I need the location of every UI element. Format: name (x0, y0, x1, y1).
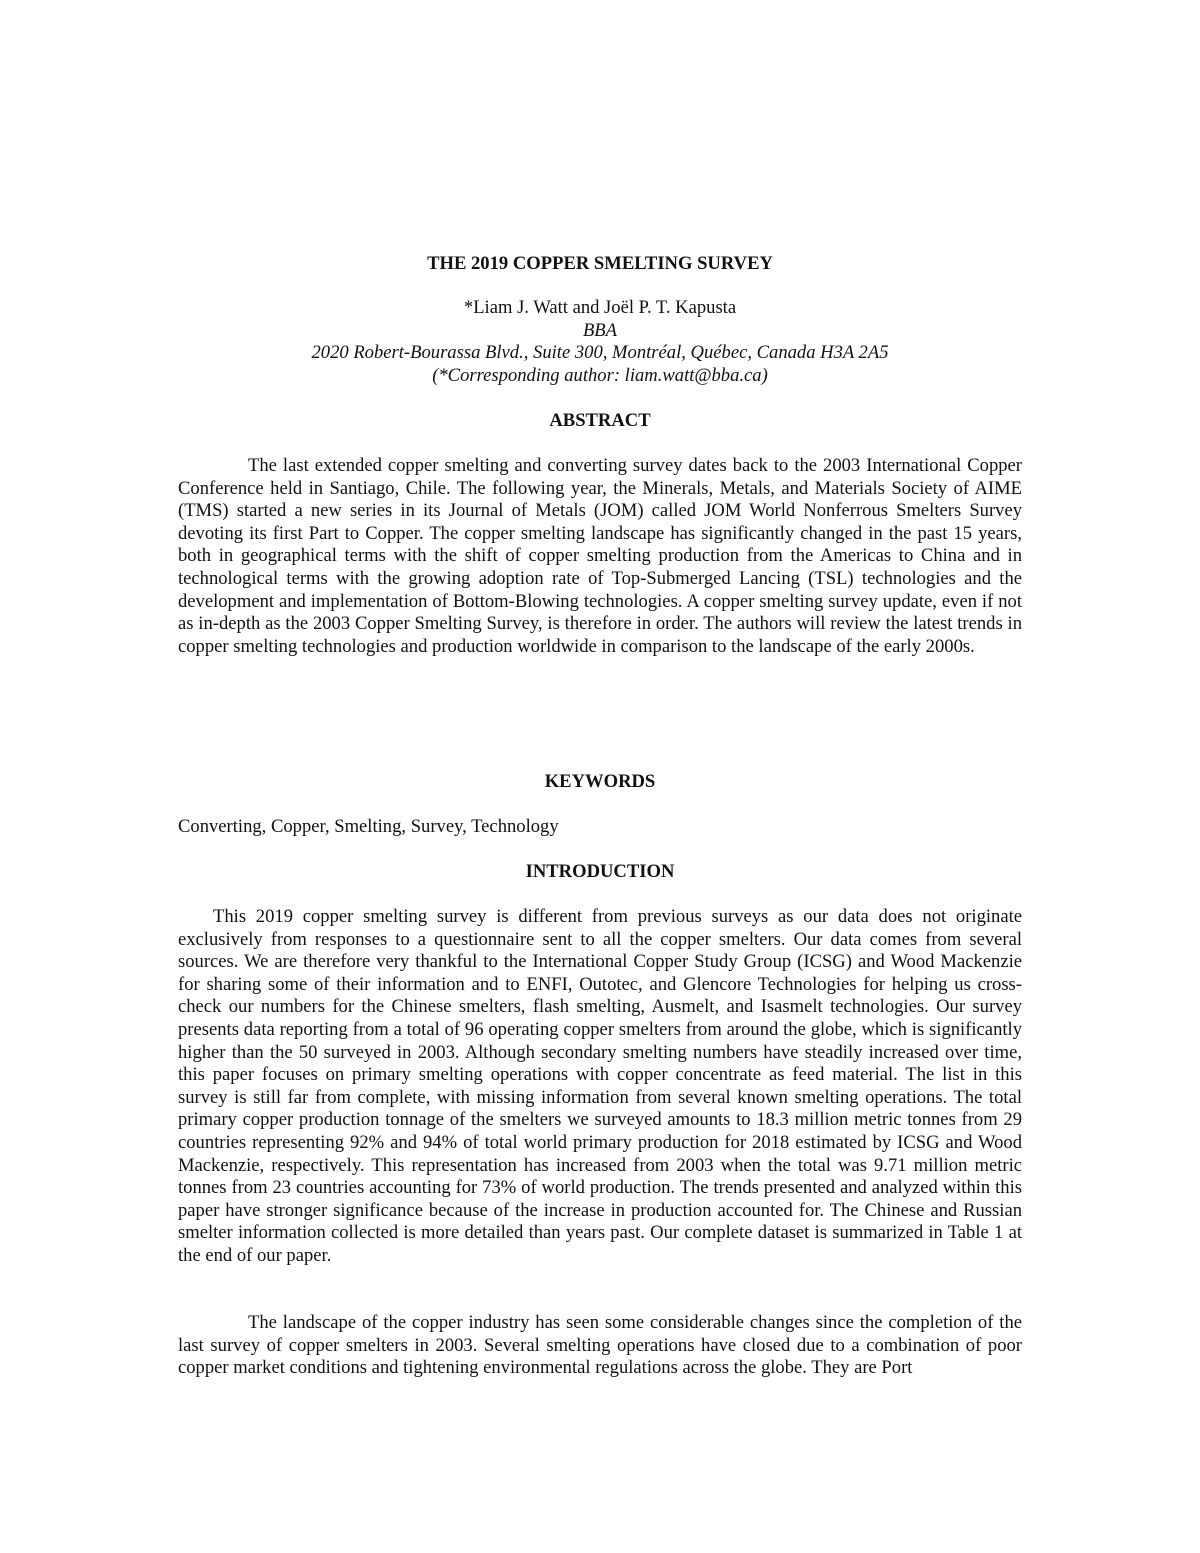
author-address: 2020 Robert-Bourassa Blvd., Suite 300, Montréal, Québec, Canada H3A 2A5 (311, 342, 889, 364)
introduction-paragraph-2: The landscape of the copper industry has seen some considerable changes since the completion of the last survey of copper smelters in 2003. Several smelting operations have closed due to a combination of poor copper market conditions and tightening environmental regulations across the globe. They are Port (178, 1312, 1022, 1379)
abstract-heading: ABSTRACT (549, 410, 651, 431)
keywords-text: Converting, Copper, Smelting, Survey, Technology (178, 816, 559, 837)
introduction-heading: INTRODUCTION (525, 861, 675, 882)
abstract-text: The last extended copper smelting and converting survey dates back to the 2003 International Copper Conference held in Santiago, Chile. The following year, the Minerals, Metals, and Materials Society of AIME (TMS) started a new series in its Journal of Metals (JOM) called JOM World Nonferrous Smelters Survey devoting its first Part to Copper. The copper smelting landscape has significantly changed in the past 15 years, both in geographical terms with the shift of copper smelting production from the Americas to China and in technological terms with the growing adoption rate of Top-Submerged Lancing (TSL) technologies and the development and implementation of Bottom-Blowing technologies. A copper smelting survey update, even if not as in-depth as the 2003 Copper Smelting Survey, is therefore in order. The authors will review the latest trends in copper smelting technologies and production worldwide in comparison to the landscape of the early 2000s. (178, 455, 1022, 657)
author-affiliation: BBA (582, 319, 618, 341)
paper-title: THE 2019 COPPER SMELTING SURVEY (427, 253, 773, 274)
keywords-heading: KEYWORDS (544, 771, 656, 792)
introduction-paragraph-1: This 2019 copper smelting survey is different from previous surveys as our data does not originate exclusively from responses to a questionnaire sent to all the copper smelters. Our data comes from several sources. We are therefore very thankful to the International Copper Study Group (ICSG) and Wood Mackenzie for sharing some of their information and to ENFI, Outotec, and Glencore Technologies for helping us cross-check our numbers for the Chinese smelters, flash smelting, Ausmelt, and Isasmelt technologies. Our survey presents data reporting from a total of 96 operating copper smelters from around the globe, which is significantly higher than the 50 surveyed in 2003. Although secondary smelting numbers have steadily increased over time, this paper focuses on primary smelting operations with copper concentrate as feed material. The list in this survey is still far from complete, with missing information from several known smelting operations. The total primary copper production tonnage of the smelters we surveyed amounts to 18.3 million metric tonnes from 29 countries representing 92% and 94% of total world primary production for 2018 estimated by ICSG and Wood Mackenzie, respectively. This representation has increased from 2003 when the total was 9.71 million metric tonnes from 23 countries accounting for 73% of world production. The trends presented and analyzed within this paper have stronger significance because of the increase in production accounted for. The Chinese and Russian smelter information collected is more detailed than years past. Our complete dataset is summarized in Table 1 at the end of our paper. (178, 906, 1022, 1266)
author-names: *Liam J. Watt and Joël P. T. Kapusta (463, 297, 737, 318)
author-block (178, 297, 1022, 387)
corresponding-author: (*Corresponding author: liam.watt@bba.ca) (432, 364, 768, 386)
